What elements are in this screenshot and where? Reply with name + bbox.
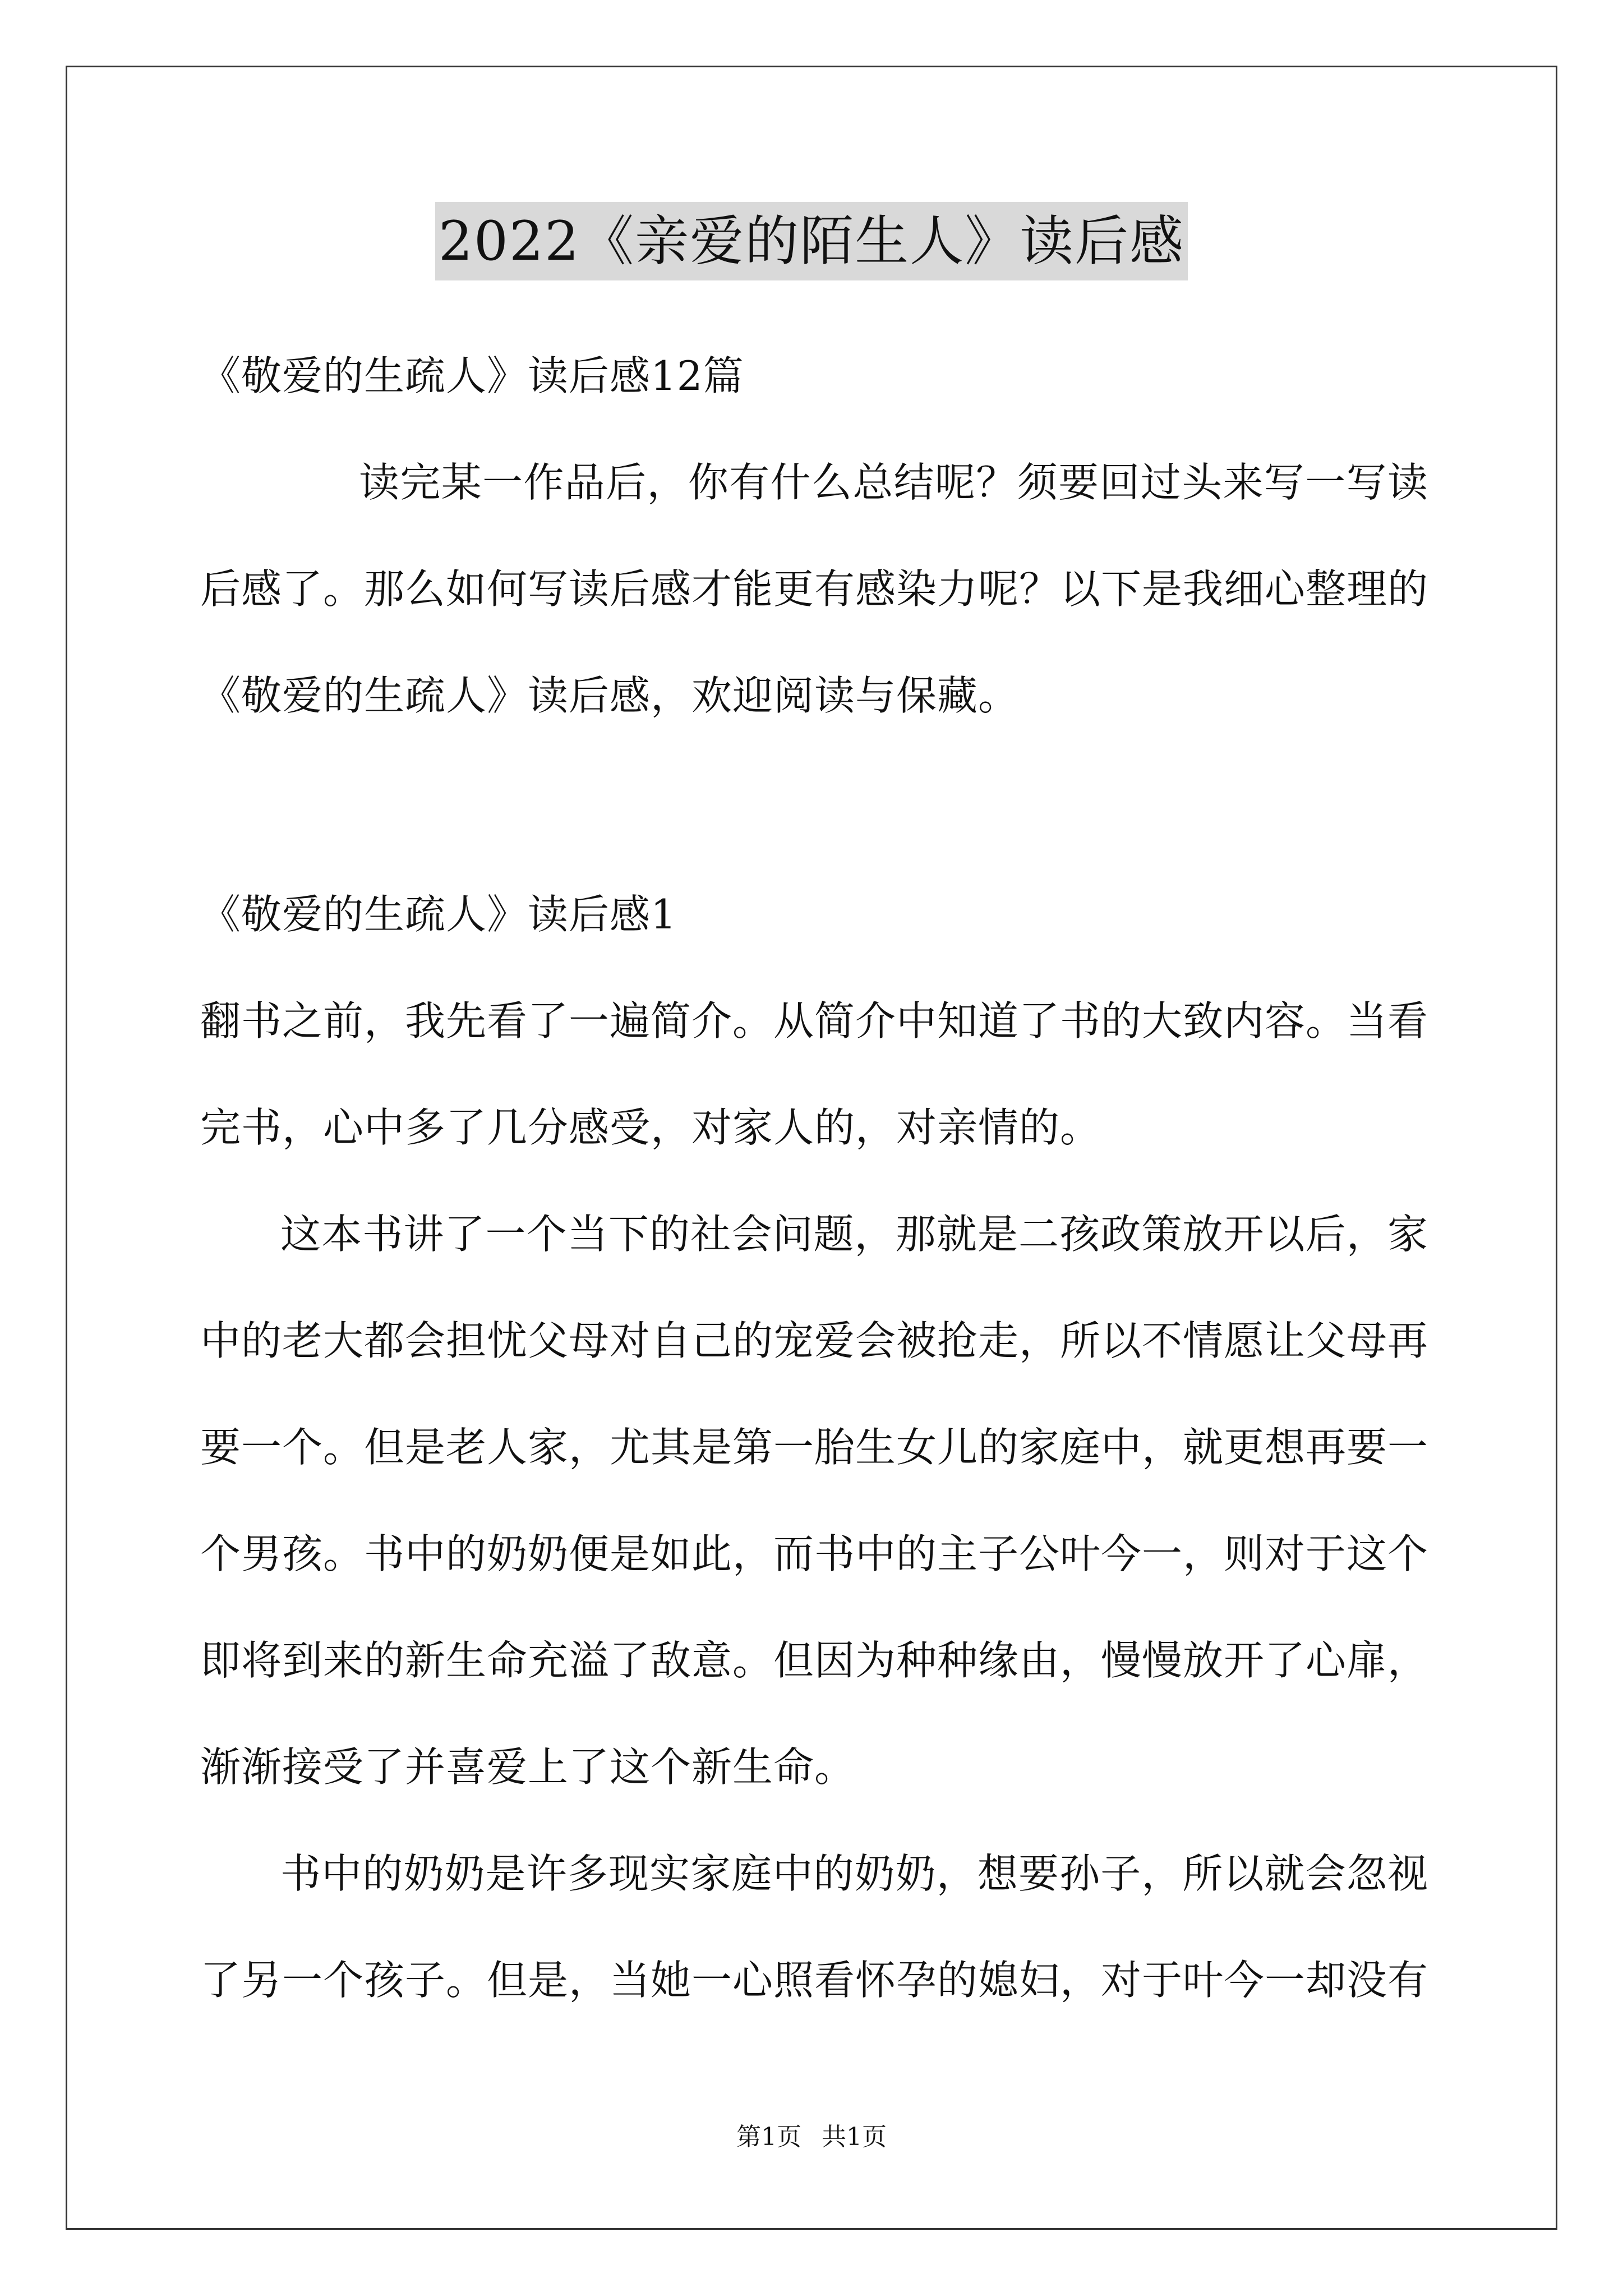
body-line-3: 这本书讲了一个当下的社会问题，那就是二孩政策放开以后，家 [280, 1211, 1428, 1258]
title-container [0, 202, 1623, 280]
body-line-8: 渐渐接受了并喜爱上了这个新生命。 [200, 1743, 856, 1791]
body-line-4: 中的老大都会担忧父母对自己的宠爱会被抢走，所以不情愿让父母再 [200, 1317, 1429, 1364]
body-line-10: 了另一个孩子。但是，当她一心照看怀孕的媳妇，对于叶今一却没有 [200, 1957, 1429, 2004]
section-heading: 《敬爱的生疏人》读后感1 [200, 891, 677, 938]
subtitle-line: 《敬爱的生疏人》读后感12篇 [200, 352, 744, 399]
intro-line-2: 后感了。那么如何写读后感才能更有感染力呢？以下是我细心整理的 [200, 565, 1429, 613]
page-number: 第1页 [736, 2123, 801, 2151]
page-footer [0, 2120, 1623, 2154]
intro-line-1: 读完某一作品后，你有什么总结呢？须要回过头来写一写读 [359, 459, 1428, 506]
intro-line-3: 《敬爱的生疏人》读后感，欢迎阅读与保藏。 [200, 672, 1020, 719]
body-line-1: 翻书之前，我先看了一遍简介。从简介中知道了书的大致内容。当看 [200, 997, 1429, 1045]
page-total: 共1页 [822, 2123, 887, 2151]
document-title: 2022《亲爱的陌生人》读后感 [435, 202, 1188, 280]
body-line-9: 书中的奶奶是许多现实家庭中的奶奶，想要孙子，所以就会忽视 [280, 1850, 1428, 1897]
body-line-7: 即将到来的新生命充溢了敌意。但因为种种缘由，慢慢放开了心扉， [200, 1637, 1429, 1684]
body-line-2: 完书，心中多了几分感受，对家人的，对亲情的。 [200, 1104, 1101, 1151]
body-line-5: 要一个。但是老人家，尤其是第一胎生女儿的家庭中，就更想再要一 [200, 1424, 1429, 1471]
body-line-6: 个男孩。书中的奶奶便是如此，而书中的主子公叶今一，则对于这个 [200, 1530, 1429, 1577]
